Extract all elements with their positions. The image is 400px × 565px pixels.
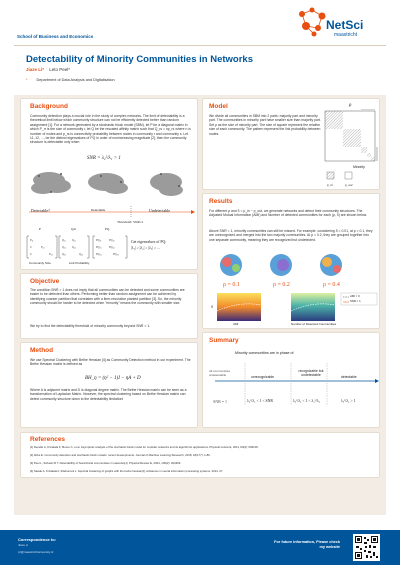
eigen-text-1: Get eigenvalues of PQ:: [131, 240, 167, 244]
result-network-images: [203, 252, 380, 280]
qr-code-icon[interactable]: [353, 534, 380, 561]
model-panel: [202, 98, 380, 190]
legend-p-out: p_out: [345, 183, 353, 187]
affiliation-text: Department of Data Analysis and Digitalisation: [36, 78, 115, 82]
heatmap-x-label-num: Number of Detected Communities: [291, 322, 337, 326]
references-title: References: [30, 436, 66, 443]
svg-text:PQ₃₁: PQ₃₁: [96, 253, 102, 256]
summary-cond-2: λ₃²/λ₁ < 1 < λ₂²/λ₁: [293, 399, 321, 403]
minority-label: Minority: [353, 165, 365, 169]
svg-text:0: 0: [30, 246, 32, 249]
summary-col-undetectable: All communities undetectable: [209, 369, 231, 377]
bethe-hessian-equation: BH_η = (η² − 1)I − ηA + D: [85, 376, 141, 381]
legend-snr-one: SNR = 1: [350, 299, 361, 303]
school-name: School of Business and Economics: [17, 34, 94, 39]
references-panel: [20, 432, 380, 478]
snr-equation: SNR = λ₂²/λ₁ > 1: [87, 156, 121, 161]
footer-name: Jiaze Li: [18, 543, 29, 547]
reference-4: [4] Saade A, Krzakala F, Zdeborová L. Spectral clustering of graphs with the bethe hessian[J]. Advances in neural information processing systems, 2014, 27.: [30, 469, 224, 473]
logo-title: NetSci: [326, 18, 364, 32]
affiliation: [26, 78, 115, 82]
legend-ami-zero: AMI = 0: [350, 294, 360, 298]
summary-col-detectable: detectable: [341, 375, 357, 379]
threshold-label: Threshold: SNR=1: [117, 220, 144, 224]
detectability-networks-figure: [21, 164, 198, 234]
svg-text:0: 0: [30, 253, 32, 256]
eigen-text-2: |λ₁| ≥ |λ₂| ≥ |λ₃| ≥ ...: [131, 246, 160, 250]
svg-text:P₃₃: P₃₃: [49, 253, 53, 256]
objective-panel: [20, 273, 198, 339]
legend-swatches: [325, 171, 365, 183]
legend-p-in: p_in: [327, 183, 333, 187]
reference-2: [2] Abbe E. Community detection and stochastic block models: recent developments. Journal of Machine Learning Research, 2018, 18(177): 1-86.: [30, 453, 211, 457]
svg-text:Q₂₂: Q₂₂: [72, 246, 76, 249]
authors: [26, 67, 70, 72]
rho-label-3: ρ = 0.4: [323, 282, 340, 288]
method-title: Method: [30, 347, 54, 354]
heatmap-x-label-ami: AMI: [233, 322, 239, 326]
caption-community-size: Community Size: [29, 261, 51, 265]
method-panel: [20, 342, 198, 428]
svg-text:Q₁₁: Q₁₁: [62, 239, 66, 242]
affiliation-marker: *: [26, 78, 28, 82]
objective-text-2: We try to find the detectability threshold of minority community beyond SNR > 1.: [30, 324, 151, 328]
summary-panel: [202, 332, 380, 428]
svg-text:P₂₂: P₂₂: [41, 246, 45, 249]
footer-correspondence-label: Correspondence to:: [18, 537, 57, 542]
matrix-q-label: Q/n: [71, 227, 77, 231]
summary-phase-title: Minority communities are in phase of: [235, 351, 294, 355]
results-text-2: Above SNR = 1, minority communities can still be missed. For example, considering δ = 0.01, at ρ = 0.1, they are unrecognized and merged into the two majority communities. At ρ = 0.2, they are grouped together into one separate community, meaning they are recognized but undetected.: [209, 229, 373, 242]
label-detectable-question: Detectable?: [31, 208, 50, 213]
summary-cond-1: λ₃²/λ₁ < 1 < SNR: [247, 399, 273, 403]
svg-text:Q₁₂: Q₁₂: [72, 239, 76, 242]
svg-text:PQ₃₃: PQ₃₃: [113, 253, 119, 256]
method-text-1: We use Spectral Clustering with Bethe Hessian [4] as Community Detection method in our experiment. The Bethe Hessian matrix is defined as: [30, 358, 191, 367]
rho-label-1: ρ = 0.1: [223, 282, 240, 288]
logo-subtitle: maastricht: [334, 32, 358, 38]
poster-footer: [0, 530, 400, 565]
summary-cond-3: λ₃²/λ₁ > 1: [341, 399, 356, 403]
poster-title: Detectability of Minority Communities in Networks: [26, 54, 253, 65]
svg-text:PQ₁₁: PQ₁₁: [96, 239, 102, 242]
results-panel: [202, 193, 380, 329]
svg-text:PQ₂₂: PQ₂₂: [109, 246, 115, 249]
model-title: Model: [209, 103, 228, 110]
caption-link-probability: Link Probability: [69, 261, 90, 265]
label-detectable: Detectable: [91, 208, 106, 212]
svg-text:Q₃₁: Q₃₁: [62, 253, 66, 256]
results-text-1: For different ρ and δ = p_in − p_out, we generate networks and detect their community structures. The Adjusted Mutual Information (AMI) and Number of detected communities for each (ρ, δ) are shown below.: [209, 209, 367, 218]
rho-label-2: ρ = 0.2: [273, 282, 290, 288]
netsci-logo: [294, 6, 386, 46]
summary-col-unrecognizable: unrecognizable: [251, 375, 274, 379]
author-1: Jiaze Li*: [26, 67, 45, 72]
matrix-p-label: P: [39, 227, 41, 231]
results-title: Results: [209, 198, 233, 205]
objective-text-1: The condition SNR > 1 does not imply that all communities can be detected and some communities are easier to be detected than others. Performing better than random assignment can be achieved by identifying coarser partition that correlates with a finer-resolution planted partition [3]. So, the minority community should be harder to be detected when "minority" means the community with smaller size.: [30, 288, 185, 306]
background-text: Community detection plays a crucial role in the study of complex networks. The limit of detectability is a theoretical limit below which community structure can not be efficiently detected better than random assignment [1]. For a network generated by a stochastic block model (SBM), let P be a diagonal matrix in which P_rr is the size of community r, let Q be the rescaled affinity matrix such that Q_rs = np_rs where n is number of nodes and p_rs is connectivity probability between nodes in community r and community s. Let λ1, λ2, ..., be the distinct eigenvalues of PQ in order of nonincreasing magnitude [2], then the community structure is detectable only when: [30, 114, 191, 145]
svg-text:Q₂₁: Q₂₁: [62, 246, 66, 249]
summary-col-recognizable: recognizable but undetectable: [298, 369, 324, 377]
model-text: We divide all communities in SBM into 2 parts: majority part and minority part. The communities in minority part have smaller size than majority part. Set ρ as the size of minority part. The size of square represent the relative size of each community. The pattern represent the link probability between nodes.: [209, 114, 321, 136]
sbm-block-matrix: [323, 109, 379, 165]
author-2: Leto Peel*: [49, 67, 71, 72]
header-divider: [14, 45, 386, 46]
background-panel: [20, 98, 198, 270]
network-logo-icon: [294, 6, 330, 40]
background-title: Background: [30, 103, 68, 110]
poster-header: [0, 0, 400, 93]
reference-3: [3] Peel L, Schaub M T. Detectability of hierarchical communities in networks[J]. Physical Review E, 2024, 109(2): 024306.: [30, 461, 182, 465]
footer-website-note: For future information, Please check my website: [274, 540, 340, 549]
summary-title: Summary: [209, 337, 239, 344]
label-undetectable: Undetectable: [149, 208, 171, 213]
footer-email[interactable]: j.li@maastrichtuniversity.nl: [18, 550, 54, 554]
model-rho-label: ρ: [349, 103, 352, 108]
svg-text:PQ₁₂: PQ₁₂: [109, 239, 115, 242]
svg-text:Q₃₃: Q₃₃: [79, 253, 83, 256]
summary-snr: SNR = 1: [213, 399, 228, 404]
matrix-diagrams: [21, 234, 198, 264]
method-text-2: Where A is adjacent matrix and D is diagonal degree matrix. The Bethe Hessian matrix can be seen as a transformation of Laplacian Matrix. However, the spectral clustering based on Bethe Hessian matrix can detect community structure down to the detectability limitation!: [30, 388, 187, 401]
heatmap-y-label: δ: [211, 304, 213, 309]
svg-text:P₁₁: P₁₁: [30, 239, 34, 242]
reference-1: [1] Decelle A, Krzakala F, Moore C, et al. Asymptotic analysis of the stochastic block model for modular networks and its algorithmic applications. Physical review E, 2011, 84(6): 066106.: [30, 445, 259, 449]
matrix-pq-label: PQ: [105, 227, 110, 231]
svg-text:PQ₂₁: PQ₂₁: [96, 246, 102, 249]
objective-title: Objective: [30, 278, 60, 285]
